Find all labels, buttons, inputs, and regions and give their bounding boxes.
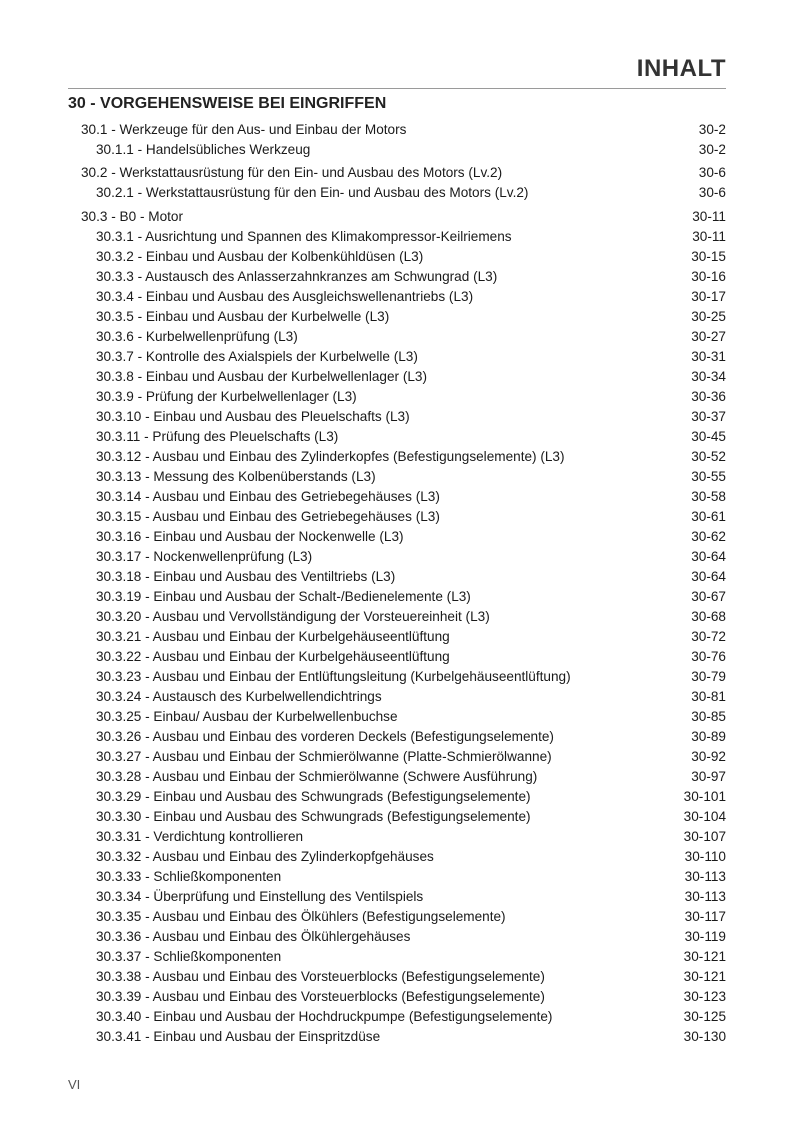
toc-entry[interactable] xyxy=(0,927,794,947)
toc-entry-page: 30-121 xyxy=(683,969,726,984)
toc-entry[interactable] xyxy=(0,207,794,227)
toc-entry[interactable] xyxy=(0,747,794,767)
toc-entry-title: 30.3.39 - Ausbau und Einbau des Vorsteuerblocks (Befestigungselemente) xyxy=(96,989,545,1004)
toc-entry-page: 30-107 xyxy=(683,829,726,844)
toc-entry-page: 30-64 xyxy=(691,549,726,564)
toc-entry-title: 30.3.2 - Einbau und Ausbau der Kolbenkühldüsen (L3) xyxy=(96,249,424,264)
toc-entry-title: 30.3.5 - Einbau und Ausbau der Kurbelwelle (L3) xyxy=(96,309,390,324)
toc-entry-page: 30-27 xyxy=(691,329,726,344)
toc-entry[interactable] xyxy=(0,507,794,527)
toc-entry-page: 30-15 xyxy=(691,249,726,264)
toc-entry-page: 30-76 xyxy=(691,649,726,664)
toc-entry[interactable] xyxy=(0,607,794,627)
toc-entry[interactable] xyxy=(0,587,794,607)
toc-entry[interactable] xyxy=(0,707,794,727)
toc-entry-title: 30.3.6 - Kurbelwellenprüfung (L3) xyxy=(96,329,298,344)
toc-entry[interactable] xyxy=(0,867,794,887)
toc-entry[interactable] xyxy=(0,183,794,203)
toc-entry-title: 30.3.23 - Ausbau und Einbau der Entlüftungsleitung (Kurbelgehäuseentlüftung) xyxy=(96,669,571,684)
toc-entry-title: 30.3.14 - Ausbau und Einbau des Getriebegehäuses (L3) xyxy=(96,489,440,504)
toc-entry-title: 30.3.29 - Einbau und Ausbau des Schwungrads (Befestigungselemente) xyxy=(96,789,531,804)
toc-entry[interactable] xyxy=(0,727,794,747)
toc-entry-title: 30.3.24 - Austausch des Kurbelwellendichtrings xyxy=(96,689,382,704)
page-number: VI xyxy=(68,1077,81,1092)
toc-entry[interactable] xyxy=(0,567,794,587)
toc-entry-page: 30-16 xyxy=(691,269,726,284)
toc-entry-title: 30.3.40 - Einbau und Ausbau der Hochdruckpumpe (Befestigungselemente) xyxy=(96,1009,553,1024)
toc-entry-title: 30.2 - Werkstattausrüstung für den Ein- und Ausbau des Motors (Lv.2) xyxy=(81,165,503,180)
toc-entry-title: 30.3.19 - Einbau und Ausbau der Schalt-/Bedienelemente (L3) xyxy=(96,589,471,604)
toc-entry-title: 30.1.1 - Handelsübliches Werkzeug xyxy=(96,142,311,157)
toc-entry-title: 30.3.11 - Prüfung des Pleuelschafts (L3) xyxy=(96,429,339,444)
toc-entry[interactable] xyxy=(0,627,794,647)
toc-entry-page: 30-6 xyxy=(698,165,726,180)
toc-entry[interactable] xyxy=(0,467,794,487)
toc-entry-title: 30.1 - Werkzeuge für den Aus- und Einbau der Motors xyxy=(81,122,407,137)
toc-entry-page: 30-34 xyxy=(691,369,726,384)
toc-entry-page: 30-52 xyxy=(691,449,726,464)
toc-entry[interactable] xyxy=(0,767,794,787)
toc-entry-title: 30.3.27 - Ausbau und Einbau der Schmierölwanne (Platte-Schmierölwanne) xyxy=(96,749,552,764)
toc-entry-title: 30.3.25 - Einbau/ Ausbau der Kurbelwellenbuchse xyxy=(96,709,398,724)
toc-entry-page: 30-92 xyxy=(691,749,726,764)
toc-entry[interactable] xyxy=(0,1027,794,1047)
toc-entry-page: 30-68 xyxy=(691,609,726,624)
toc-entry[interactable] xyxy=(0,547,794,567)
toc-entry-page: 30-31 xyxy=(691,349,726,364)
toc-entry[interactable] xyxy=(0,647,794,667)
toc-entry-title: 30.3.18 - Einbau und Ausbau des Ventiltriebs (L3) xyxy=(96,569,396,584)
toc-entry-page: 30-89 xyxy=(691,729,726,744)
toc-entry-page: 30-2 xyxy=(698,142,726,157)
toc-entry-page: 30-104 xyxy=(683,809,726,824)
chapter-heading: 30 - VORGEHENSWEISE BEI EINGRIFFEN xyxy=(68,95,387,112)
toc-entry-page: 30-37 xyxy=(691,409,726,424)
toc-entry-page: 30-117 xyxy=(684,909,726,924)
toc-entry-page: 30-97 xyxy=(691,769,726,784)
toc-entry[interactable] xyxy=(0,120,794,140)
toc-entry-title: 30.3.41 - Einbau und Ausbau der Einspritzdüse xyxy=(96,1029,381,1044)
toc-entry[interactable] xyxy=(0,887,794,907)
toc-entry[interactable] xyxy=(0,347,794,367)
toc-entry-title: 30.3.10 - Einbau und Ausbau des Pleuelschafts (L3) xyxy=(96,409,410,424)
toc-entry[interactable] xyxy=(0,447,794,467)
toc-entry-title: 30.3.21 - Ausbau und Einbau der Kurbelgehäuseentlüftung xyxy=(96,629,450,644)
toc-entry-page: 30-17 xyxy=(691,289,726,304)
toc-entry[interactable] xyxy=(0,1007,794,1027)
toc-entry[interactable] xyxy=(0,847,794,867)
toc-entry[interactable] xyxy=(0,140,794,160)
toc-entry-title: 30.3.38 - Ausbau und Einbau des Vorsteuerblocks (Befestigungselemente) xyxy=(96,969,545,984)
toc-entry-title: 30.3.36 - Ausbau und Einbau des Ölkühlergehäuses xyxy=(96,929,411,944)
toc-entry-title: 30.3.4 - Einbau und Ausbau des Ausgleichswellenantriebs (L3) xyxy=(96,289,474,304)
toc-entry-page: 30-121 xyxy=(683,949,726,964)
toc-entry-title: 30.3.35 - Ausbau und Einbau des Ölkühlers (Befestigungselemente) xyxy=(96,909,506,924)
toc-entry[interactable] xyxy=(0,227,794,247)
toc-entry-page: 30-130 xyxy=(683,1029,726,1044)
toc-entry-title: 30.3.3 - Austausch des Anlasserzahnkranzes am Schwungrad (L3) xyxy=(96,269,498,284)
toc-entry-page: 30-55 xyxy=(691,469,726,484)
toc-entry-title: 30.3.32 - Ausbau und Einbau des Zylinderkopfgehäuses xyxy=(96,849,434,864)
toc-entry-title: 30.3.1 - Ausrichtung und Spannen des Klimakompressor-Keilriemens xyxy=(96,229,512,244)
toc-entry-title: 30.3.7 - Kontrolle des Axialspiels der Kurbelwelle (L3) xyxy=(96,349,418,364)
toc-entry[interactable] xyxy=(0,667,794,687)
toc-entry-page: 30-64 xyxy=(691,569,726,584)
toc-entry[interactable] xyxy=(0,487,794,507)
toc-entry-title: 30.3.34 - Überprüfung und Einstellung des Ventilspiels xyxy=(96,889,424,904)
toc-entry[interactable] xyxy=(0,407,794,427)
toc-entry[interactable] xyxy=(0,163,794,183)
toc-entry-page: 30-123 xyxy=(683,989,726,1004)
toc-entry-title: 30.3.33 - Schließkomponenten xyxy=(96,869,282,884)
toc-entry[interactable] xyxy=(0,907,794,927)
toc-entry[interactable] xyxy=(0,247,794,267)
toc-entry[interactable] xyxy=(0,427,794,447)
toc-entry[interactable] xyxy=(0,787,794,807)
toc-entry-page: 30-67 xyxy=(691,589,726,604)
toc-entry-title: 30.3.12 - Ausbau und Einbau des Zylinderkopfes (Befestigungselemente) (L3) xyxy=(96,449,565,464)
toc-entry-page: 30-72 xyxy=(691,629,726,644)
toc-entry-title: 30.3.9 - Prüfung der Kurbelwellenlager (L3) xyxy=(96,389,357,404)
toc-entry-page: 30-11 xyxy=(692,229,726,244)
toc-entry-title: 30.3.28 - Ausbau und Einbau der Schmierölwanne (Schwere Ausführung) xyxy=(96,769,538,784)
toc-entry-title: 30.3.16 - Einbau und Ausbau der Nockenwelle (L3) xyxy=(96,529,404,544)
toc-entry[interactable] xyxy=(0,327,794,347)
toc-entry[interactable] xyxy=(0,527,794,547)
toc-entry-title: 30.2.1 - Werkstattausrüstung für den Ein- und Ausbau des Motors (Lv.2) xyxy=(96,185,529,200)
toc-entry-title: 30.3.13 - Messung des Kolbenüberstands (L3) xyxy=(96,469,376,484)
toc-entry-page: 30-6 xyxy=(698,185,726,200)
toc-entry-page: 30-58 xyxy=(691,489,726,504)
toc-entry-page: 30-119 xyxy=(684,929,726,944)
toc-entry-page: 30-62 xyxy=(691,529,726,544)
toc-entry[interactable] xyxy=(0,307,794,327)
page-title: INHALT xyxy=(636,55,726,82)
toc-entry[interactable] xyxy=(0,687,794,707)
toc-entry-page: 30-79 xyxy=(691,669,726,684)
toc-entry-page: 30-11 xyxy=(692,209,726,224)
toc-entry-title: 30.3.15 - Ausbau und Einbau des Getriebegehäuses (L3) xyxy=(96,509,440,524)
toc-entry-page: 30-113 xyxy=(684,889,726,904)
toc-entry[interactable] xyxy=(0,807,794,827)
toc-entry-title: 30.3.37 - Schließkomponenten xyxy=(96,949,282,964)
toc-entry-title: 30.3.26 - Ausbau und Einbau des vorderen Deckels (Befestigungselemente) xyxy=(96,729,554,744)
toc-entry-page: 30-81 xyxy=(691,689,726,704)
toc-entry-page: 30-61 xyxy=(691,509,726,524)
toc-entry-page: 30-113 xyxy=(684,869,726,884)
toc-entry-title: 30.3.22 - Ausbau und Einbau der Kurbelgehäuseentlüftung xyxy=(96,649,450,664)
toc-entry[interactable] xyxy=(0,267,794,287)
toc-entry-page: 30-110 xyxy=(684,849,726,864)
toc-entry-title: 30.3.31 - Verdichtung kontrollieren xyxy=(96,829,304,844)
toc-entry-title: 30.3.30 - Einbau und Ausbau des Schwungrads (Befestigungselemente) xyxy=(96,809,531,824)
toc-entry-title: 30.3.8 - Einbau und Ausbau der Kurbelwellenlager (L3) xyxy=(96,369,428,384)
toc-entry-page: 30-45 xyxy=(691,429,726,444)
toc-entry[interactable] xyxy=(0,947,794,967)
toc-entry[interactable] xyxy=(0,967,794,987)
toc-entry-page: 30-2 xyxy=(698,122,726,137)
toc-entry-page: 30-85 xyxy=(691,709,726,724)
toc-entry-page: 30-36 xyxy=(691,389,726,404)
toc-entry-page: 30-125 xyxy=(683,1009,726,1024)
toc-entry[interactable] xyxy=(0,987,794,1007)
toc-entry[interactable] xyxy=(0,387,794,407)
toc-entry[interactable] xyxy=(0,367,794,387)
toc-entry[interactable] xyxy=(0,827,794,847)
toc-entry-title: 30.3 - B0 - Motor xyxy=(81,209,183,224)
toc-entry[interactable] xyxy=(0,287,794,307)
toc-entry-title: 30.3.20 - Ausbau und Vervollständigung der Vorsteuereinheit (L3) xyxy=(96,609,490,624)
toc-entry-page: 30-25 xyxy=(691,309,726,324)
toc-entry-title: 30.3.17 - Nockenwellenprüfung (L3) xyxy=(96,549,313,564)
toc-entry-page: 30-101 xyxy=(683,789,726,804)
